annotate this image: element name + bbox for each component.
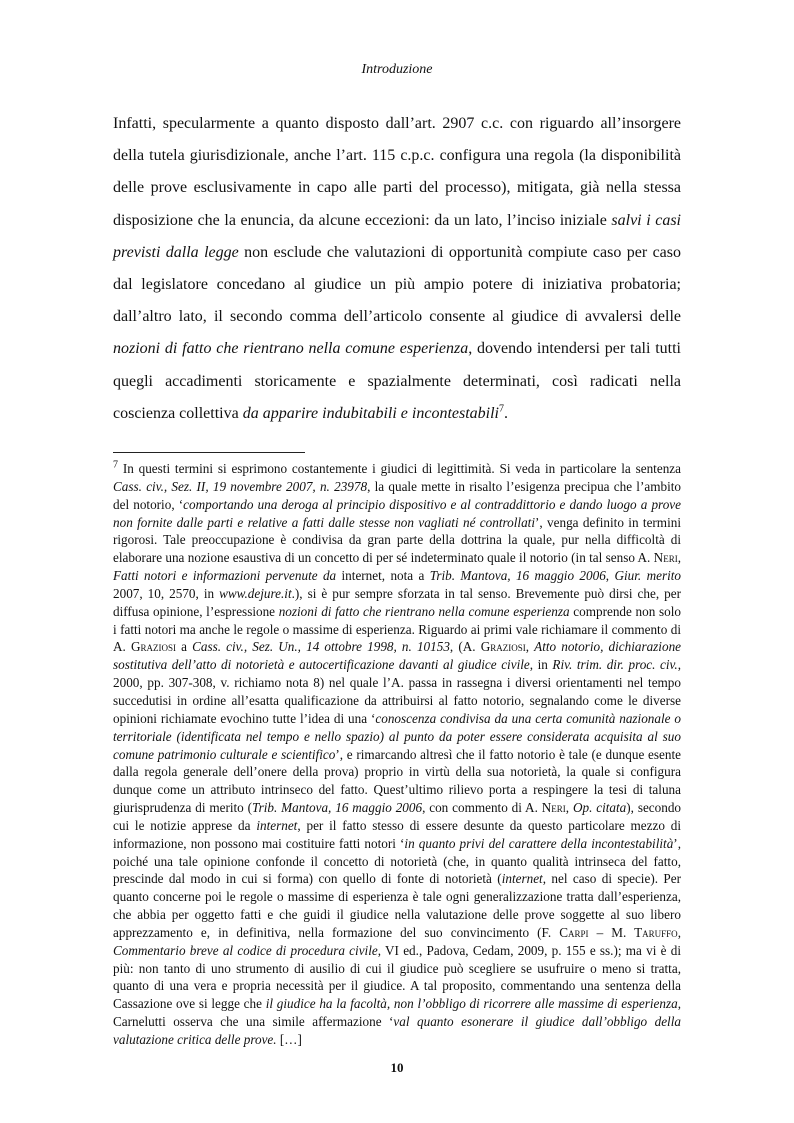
author-name: Graziosi <box>130 639 176 655</box>
footnote-reference[interactable]: 7 <box>499 403 504 415</box>
author-name: Neri <box>653 550 678 566</box>
author-name: Graziosi <box>480 639 526 655</box>
author-name: Carpi <box>559 924 589 940</box>
page-number: 10 <box>390 1060 404 1075</box>
author-name: Neri <box>541 800 566 816</box>
footnote-number: 7 <box>113 459 118 471</box>
web-reference: www.dejure.it <box>219 585 292 601</box>
author-name: Taruffo <box>634 924 678 940</box>
footnote: $^7$ In questi termini si esprimono costantemente i giudici di legittimità. Si veda in particolare la sentenza Cass. civ., Sez. II, 19 novembre 2007, n. 23978, la quale mette in risalto l’esigenza precipua che l’ambito del notorio, ‘comportando una deroga al principio dispositivo e al contraddittorio e dando luogo a prove non fornite dalle parti e relative a fatti dalle stesse non vagliati né controllati’, venga definito in termini rigorosi. Tale preoccupazione è condivisa da gran parte della dottrina la quale, pur nella difficoltà di elaborare una nozione esaustiva di un concetto di per sé indeterminato quale il notorio (in tal senso A. Neri, Fatti notori e informazioni pervenute da internet, nota a Trib. Mantova, 16 maggio 2006, Giur. merito 2007, 10, 2570, in www.dejure.it.), si è pur sempre sforzata in tal senso. Brevemente può dirsi che, per diffusa opinione, l’espressione nozioni di fatto che rientrano nella comune esperienza comprende non solo i fatti notori ma anche le regole o massime di esperienza. Riguardo ai primi vale richiamare il commento di A. Graziosi a Cass. civ., Sez. Un., 14 ottobre 1998, n. 10153, (A. Graziosi, Atto notorio, dichiarazione sostitutiva dell’atto di notorietà e autocertificazione davanti al giudice civile, in Riv. trim. dir. proc. civ., 2000, pp. 307-308, v. richiamo nota 8) nel quale l’A. passa in rassegna i diversi orientamenti nel tempo succedutisi in ordine all’esatta qualificazione da attribuirsi al fatto notorio, segnalando come le diverse opinioni richiamate evochino tutte l’idea di una ‘conoscenza condivisa da una certa comunità nazionale o territoriale (identificata nel tempo e nello spazio) al punto da poter essere considerata acquisita al suo comune patrimonio culturale e scientifico’, e rimarcando altresì che il fatto notorio è tale (e dunque esente dalla regola generale dell’onere della prova) proprio in virtù della sua notorietà, la quale si configura dunque come un attributo intrinseco del fatto. Quest’ultimo rilievo porta a respingere la tesi di taluna giurisprudenza di merito (Trib. Mantova, 16 maggio 2006, con commento di A. Neri, Op. citata), secondo cui le notizie apprese da internet, per il fatto stesso di essere desunte da questo particolare mezzo di informazione, non possono mai costituire fatti notori ‘in quanto privi del carattere della incontestabilità’, poiché una tale opinione confonde il concetto di notorietà (che, in quanto qualità intrinseca del fatto, prescinde dal modo in cui si forma) con quello di fonte di notorietà (internet, nel caso di specie). Per quanto concerne poi le regole o massime di esperienza è tale ogni generalizzazione tratta dall’esperienza, che abbia per oggetto fatti e che guidi il giudice nella valutazione delle prove soggette al suo libero apprezzamento e, in definitiva, nella formazione del suo convincimento (F. Carpi – M. Taruffo, Commentario breve al codice di procedura civile, VI ed., Padova, Cedam, 2009, p. 155 e ss.); ma vi è di più: non tanto di uno strumento di ausilio di cui il giudice può scegliere se usufruire o meno si tratta, quanto di una vera e propria necessità per il giudice. A tal proposito, commentando una sentenza della Cassazione ove si legge che il giudice ha la facoltà, non l’obbligo di ricorrere alle massime di esperienza, Carnelutti osserva che una simile affermazione ‘val quanto esonerare il giudice dall’obbligo della valutazione critica delle prove. […] <box>113 459 682 1047</box>
footnote-separator <box>113 452 305 453</box>
body-paragraph: Infatti, specularmente a quanto disposto dall’art. 2907 c.c. con riguardo all’insorgere della tutela giurisdizionale, anche l’art. 115 c.p.c. configura una regola (la disponibilità delle prove esclusivamente in capo alle parti del processo), mitigata, già nella stessa disposizione che la enuncia, da alcune eccezioni: da un lato, l’inciso iniziale salvi i casi previsti dalla legge non esclude che valutazioni di opportunità compiute caso per caso dal legislatore concedano al giudice un più ampio potere di iniziativa probatoria; dall’altro lato, il secondo comma dell’articolo consente al giudice di avvalersi delle nozioni di fatto che rientrano nella comune esperienza, dovendo intendersi per tali tutti quegli accadimenti storicamente e spazialmente determinati, così radicati nella coscienza collettiva da apparire indubitabili e incontestabili$^7$. <box>113 115 682 422</box>
running-header: Introduzione <box>361 62 433 77</box>
